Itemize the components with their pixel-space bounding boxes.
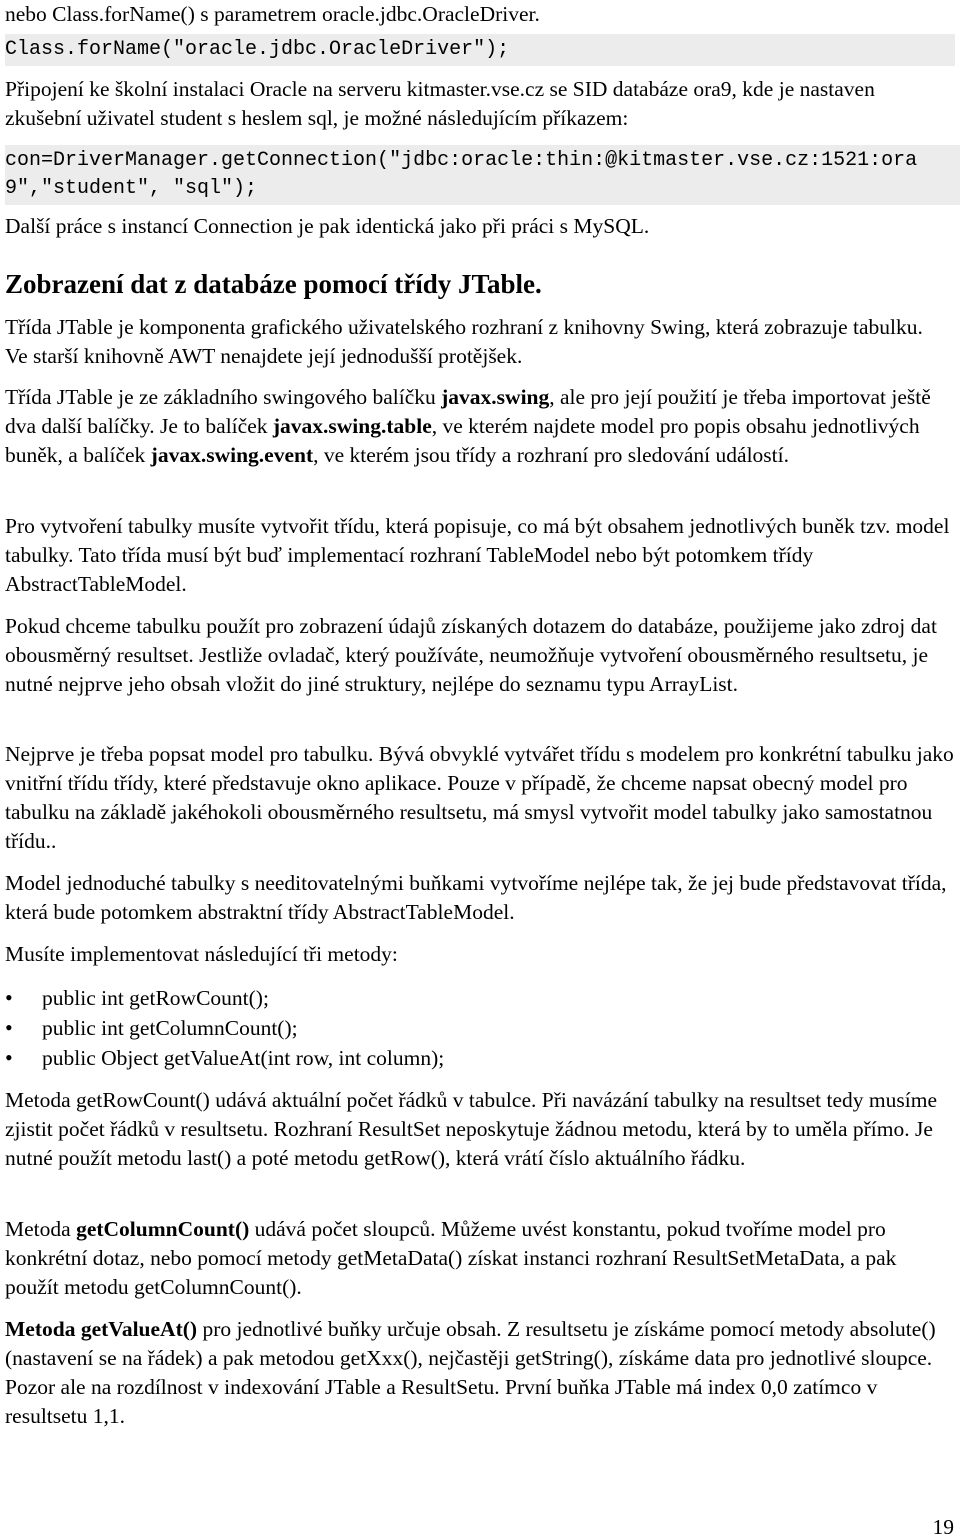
page-number: 19	[932, 1515, 954, 1539]
further-paragraph: Další práce s instancí Connection je pak identická jako při práci s MySQL.	[5, 214, 650, 238]
text-span: Metoda	[5, 1217, 77, 1241]
list-item: • public Object getValueAt(int row, int column);	[5, 1043, 955, 1073]
bold-text: javax.swing.event	[150, 443, 314, 467]
bold-text: getColumnCount()	[76, 1217, 250, 1241]
first-model-paragraph: Nejprve je třeba popsat model pro tabulku. Bývá obvyklé vytvářet třídu s modelem pro konkrétní tabulku jako vnitřní třídu třídy, které představuje okno aplikace. Pouze v případě, že chceme napsat obecný model pro tabulku na základě jakéhokoli obousměrného resultsetu, má smysl vytvořit model tabulky jako samostatnou třídu..	[5, 742, 954, 853]
text-span: , ale pro její použití je třeba importovat ještě dva další balíčky. Je to balíček	[5, 385, 931, 438]
text-span: Třída JTable je ze základního swingového balíčku	[5, 385, 442, 409]
code-forname: Class.forName("oracle.jdbc.OracleDriver");	[5, 34, 955, 66]
list-item: • public int getRowCount();	[5, 983, 955, 1013]
method-list	[5, 983, 955, 1073]
text-span: udává počet sloupců. Můžeme uvést konstantu, pokud tvoříme model pro konkrétní dotaz, nebo pomocí metody getMetaData() získat instanci rozhraní ResultSetMetaData, a pak použít metodu getColumnCount().	[5, 1217, 897, 1299]
code-connect: con=DriverManager.getConnection("jdbc:oracle:thin:@kitmaster.vse.cz:1521:ora9","student", "sql");	[5, 145, 960, 205]
jtable-intro-paragraph: Třída JTable je komponenta grafického uživatelského rozhraní z knihovny Swing, která zobrazuje tabulku. Ve starší knihovně AWT nenajdete její jednodušší protějšek.	[5, 315, 923, 368]
text-span: , ve kterém najdete model pro popis obsahu jednotlivých buněk, a balíček	[5, 414, 920, 467]
bold-text: Metoda getValueAt()	[5, 1317, 198, 1341]
jtable-packages-paragraph	[5, 383, 950, 470]
must-implement-paragraph: Musíte implementovat následující tři metody:	[5, 942, 398, 966]
text-span: , ve kterém jsou třídy a rozhraní pro sledování událostí.	[313, 443, 789, 467]
text-span: pro jednotlivé buňky určuje obsah. Z resultsetu je získáme pomocí metody absolute() (nastavení se na řádek) a pak metodou getXxx(), nejčastěji getString(), získáme data pro jednotlivé sloupce. Pozor ale na rozdílnost v indexování JTable a ResultSetu. První buňka JTable má index 0,0 zatímco v resultsetu 1,1.	[5, 1317, 936, 1428]
simple-model-paragraph: Model jednoduché tabulky s needitovatelnými buňkami vytvoříme nejlépe tak, že jej bude představovat třída, která bude potomkem abstraktní třídy AbstractTableModel.	[5, 871, 947, 924]
resultset-paragraph: Pokud chceme tabulku použít pro zobrazení údajů získaných dotazem do databáze, použijeme jako zdroj dat obousměrný resultset. Jestliže ovladač, který používáte, neumožňuje vytvoření obousměrného resultsetu, je nutné nejprve jeho obsah vložit do jiné struktury, nejlépe do seznamu typu ArrayList.	[5, 614, 937, 696]
section-heading: Zobrazení dat z databáze pomocí třídy JTable.	[5, 269, 542, 299]
rowcount-paragraph: Metoda getRowCount() udává aktuální počet řádků v tabulce. Při navázání tabulky na resultset tedy musíme zjistit počet řádků v resultsetu. Rozhraní ResultSet neposkytuje žádnou metodu, která by to uměla přímo. Je nutné použít metodu last() a poté metodu getRow(), která vrátí číslo aktuálního řádku.	[5, 1088, 938, 1170]
list-item: • public int getColumnCount();	[5, 1013, 955, 1043]
bold-text: javax.swing.table	[272, 414, 432, 438]
intro-paragraph: nebo Class.forName() s parametrem oracle.jdbc.OracleDriver.	[5, 2, 540, 26]
connect-paragraph: Připojení ke školní instalaci Oracle na serveru kitmaster.vse.cz se SID databáze ora9, kde je nastaven zkušební uživatel student s heslem sql, je možné následujícím příkazem:	[5, 77, 875, 130]
bold-text: swing	[496, 385, 550, 409]
bold-text: javax.	[441, 385, 497, 409]
colcount-paragraph	[5, 1215, 955, 1302]
model-paragraph: Pro vytvoření tabulky musíte vytvořit třídu, která popisuje, co má být obsahem jednotlivých buněk tzv. model tabulky. Tato třída musí být buď implementací rozhraní TableModel nebo být potomkem třídy AbstractTableModel.	[5, 514, 950, 596]
valueat-paragraph	[5, 1315, 955, 1431]
